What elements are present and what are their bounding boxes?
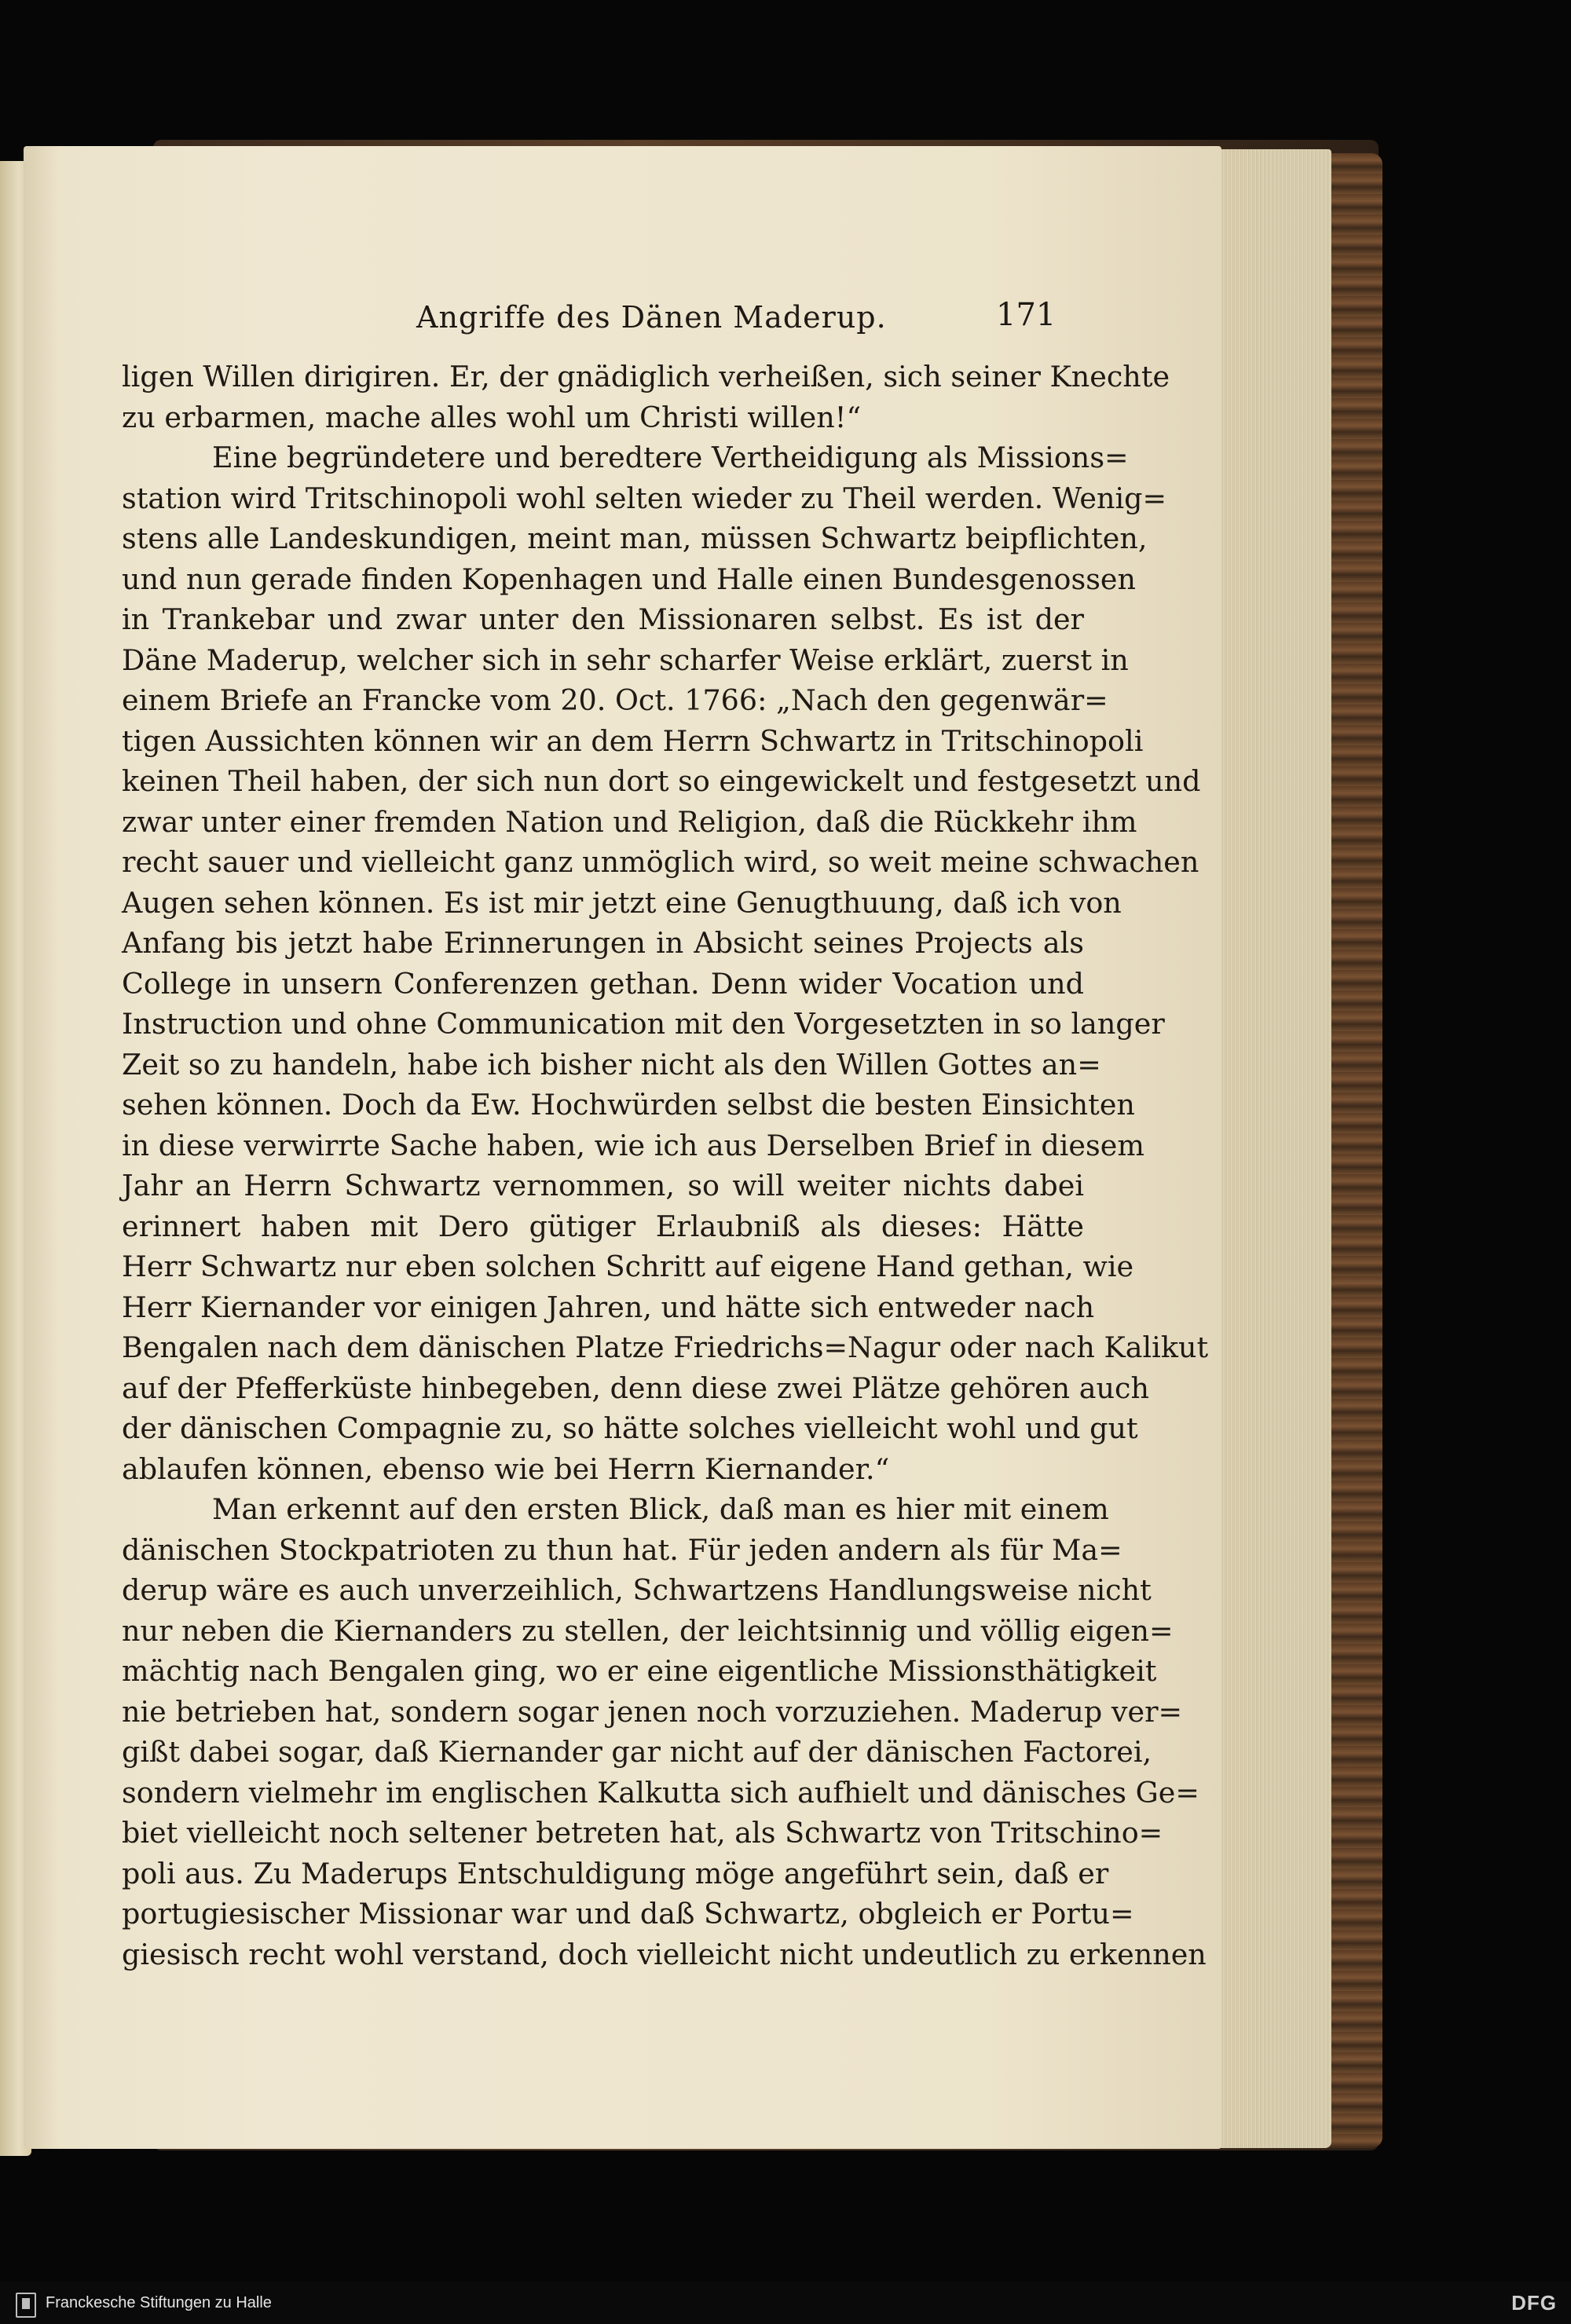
text-line: Herr Kiernander vor einigen Jahren, und hätte sich entweder nach	[122, 1290, 1095, 1324]
text-line: stens alle Landeskundigen, meint man, müssen Schwartz beipflichten,	[122, 522, 1148, 555]
text-line: zwar unter einer fremden Nation und Religion, daß die Rückkehr ihm	[122, 804, 1137, 839]
text-line: in diese verwirrte Sache haben, wie ich aus Derselben Brief in diesem	[122, 1128, 1144, 1162]
text-line: Eine begründetere und beredtere Vertheidigung als Missions=	[212, 441, 1129, 474]
book-page	[24, 146, 1221, 2149]
page-stack-edges	[1206, 149, 1331, 2148]
text-line: giesisch recht wohl verstand, doch vielleicht nicht undeutlich zu erkennen	[122, 1937, 1207, 1971]
text-line: auf der Pfefferküste hinbegeben, denn diese zwei Plätze gehören auch	[122, 1371, 1149, 1405]
text-line: ablaufen können, ebenso wie bei Herrn Kiernander.“	[122, 1451, 890, 1486]
text-line: Jahr an Herrn Schwartz vernommen, so will weiter nichts dabei	[122, 1169, 1084, 1202]
viewer-footer	[0, 2282, 1571, 2324]
text-line: College in unsern Conferenzen gethan. Denn wider Vocation und	[122, 966, 1084, 1001]
text-line: und nun gerade finden Kopenhagen und Halle einen Bundesgenossen	[122, 562, 1137, 596]
text-line: zu erbarmen, mache alles wohl um Christi willen!“	[122, 400, 862, 434]
text-line: portugiesischer Missionar war und daß Schwartz, obgleich er Portu=	[122, 1897, 1134, 1931]
text-line: nie betrieben hat, sondern sogar jenen noch vorzuziehen. Maderup ver=	[122, 1694, 1183, 1729]
text-line: poli aus. Zu Maderups Entschuldigung möge angeführt sein, daß er	[122, 1856, 1109, 1890]
running-head: Angriffe des Dänen Maderup.	[416, 300, 887, 335]
text-line: ligen Willen dirigiren. Er, der gnädiglich verheißen, sich seiner Knechte	[122, 360, 1170, 393]
text-line: Man erkennt auf den ersten Blick, daß man es hier mit einem	[212, 1492, 1109, 1526]
cover-spine-edge	[1327, 153, 1382, 2148]
text-line: nur neben die Kiernanders zu stellen, der leichtsinnig und völlig eigen=	[122, 1613, 1174, 1648]
text-line: einem Briefe an Francke vom 20. Oct. 1766: „Nach den gegenwär=	[122, 683, 1108, 717]
text-line: biet vielleicht noch seltener betreten hat, als Schwartz von Tritschino=	[122, 1816, 1163, 1850]
text-line: derup wäre es auch unverzeihlich, Schwartzens Handlungsweise nicht	[122, 1573, 1152, 1607]
text-line: sondern vielmehr im englischen Kalkutta sich aufhielt und dänisches Ge=	[122, 1775, 1199, 1810]
body-text	[122, 357, 1209, 1974]
text-line: Bengalen nach dem dänischen Platze Friedrichs=Nagur oder nach Kalikut	[122, 1330, 1209, 1364]
text-line: in Trankebar und zwar unter den Missionaren selbst. Es ist der	[122, 602, 1084, 636]
text-line: gißt dabei sogar, daß Kiernander gar nicht auf der dänischen Factorei,	[122, 1735, 1152, 1769]
text-line: keinen Theil haben, der sich nun dort so eingewickelt und festgesetzt und	[122, 764, 1201, 798]
franckesche-stiftungen-logo-icon	[16, 2293, 36, 2318]
text-line: tigen Aussichten können wir an dem Herrn Schwartz in Tritschinopoli	[122, 723, 1144, 758]
text-line: Däne Maderup, welcher sich in sehr scharfer Weise erklärt, zuerst in	[122, 642, 1129, 677]
dfg-logo: DFG	[1511, 2291, 1557, 2315]
text-line: erinnert haben mit Dero gütiger Erlaubniß als dieses: Hätte	[122, 1209, 1084, 1243]
text-line: dänischen Stockpatrioten zu thun hat. Für jeden andern als für Ma=	[122, 1532, 1122, 1567]
text-line: mächtig nach Bengalen ging, wo er eine eigentliche Missionsthätigkeit	[122, 1654, 1157, 1688]
text-line: der dänischen Compagnie zu, so hätte solches vielleicht wohl und gut	[122, 1411, 1138, 1445]
text-line: sehen können. Doch da Ew. Hochwürden selbst die besten Einsichten	[122, 1088, 1135, 1122]
text-line: recht sauer und vielleicht ganz unmöglich wird, so weit meine schwachen	[122, 845, 1199, 879]
text-line: Herr Schwartz nur eben solchen Schritt auf eigene Hand gethan, wie	[122, 1250, 1134, 1283]
text-line: Augen sehen können. Es ist mir jetzt eine Genugthuung, daß ich von	[122, 885, 1122, 920]
text-line: Instruction und ohne Communication mit den Vorgesetzten in so langer	[122, 1007, 1165, 1041]
page-number: 171	[996, 297, 1056, 333]
text-line: Zeit so zu handeln, habe ich bisher nicht als den Willen Gottes an=	[122, 1047, 1101, 1081]
text-line: station wird Tritschinopoli wohl selten wieder zu Theil werden. Wenig=	[122, 481, 1167, 515]
text-line: Anfang bis jetzt habe Erinnerungen in Absicht seines Projects als	[122, 926, 1084, 960]
footer-institution[interactable]: Franckesche Stiftungen zu Halle	[46, 2294, 272, 2311]
